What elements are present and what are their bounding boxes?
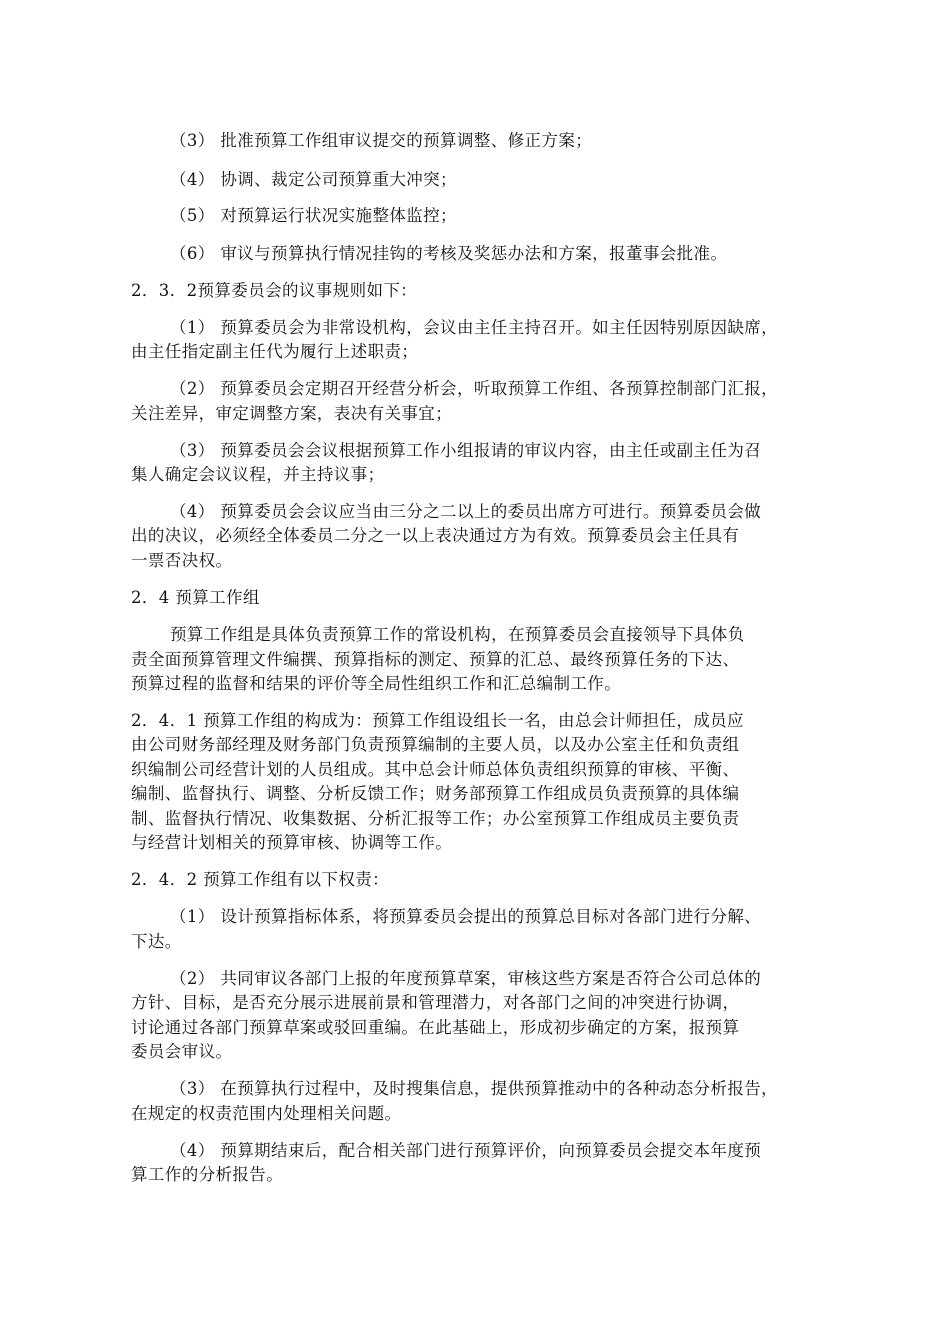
text-line: （4） 预算委员会会议应当由三分之二以上的委员出席方可进行。预算委员会做 bbox=[170, 502, 762, 521]
text-line: （6） 审议与预算执行情况挂钩的考核及奖惩办法和方案，报董事会批准。 bbox=[170, 244, 728, 263]
text-line: 预算过程的监督和结果的评价等全局性组织工作和汇总编制工作。 bbox=[131, 674, 622, 693]
text-line: 由公司财务部经理及财务部门负责预算编制的主要人员，以及办公室主任和负责组 bbox=[131, 735, 740, 754]
text-line: （4） 预算期结束后，配合相关部门进行预算评价，向预算委员会提交本年度预 bbox=[170, 1141, 762, 1160]
text-line: 织编制公司经营计划的人员组成。其中总会计师总体负责组织预算的审核、平衡、 bbox=[131, 760, 740, 779]
text-line: （3） 在预算执行过程中，及时搜集信息，提供预算推动中的各种动态分析报告， bbox=[170, 1079, 779, 1098]
text-line: （2） 预算委员会定期召开经营分析会，听取预算工作组、各预算控制部门汇报， bbox=[170, 379, 779, 398]
text-line: 与经营计划相关的预算审核、协调等工作。 bbox=[131, 833, 453, 852]
text-line: 关注差异，审定调整方案，表决有关事宜； bbox=[131, 404, 453, 423]
text-line: 出的决议，必须经全体委员二分之一以上表决通过方为有效。预算委员会主任具有 bbox=[131, 526, 740, 545]
text-line: 编制、监督执行、调整、分析反馈工作；财务部预算工作组成员负责预算的具体编 bbox=[131, 784, 740, 803]
text-line: 责全面预算管理文件编撰、预算指标的测定、预算的汇总、最终预算任务的下达、 bbox=[131, 650, 740, 669]
section-heading: 2．3．2预算委员会的议事规则如下： bbox=[131, 281, 418, 300]
text-line: （1） 设计预算指标体系，将预算委员会提出的预算总目标对各部门进行分解、 bbox=[170, 907, 762, 926]
text-line: 方针、目标，是否充分展示进展前景和管理潜力，对各部门之间的冲突进行协调， bbox=[131, 993, 740, 1012]
text-line: （4） 协调、裁定公司预算重大冲突； bbox=[170, 170, 457, 189]
text-line: 集人确定会议议程，并主持议事； bbox=[131, 465, 385, 484]
text-line: （3） 批准预算工作组审议提交的预算调整、修正方案； bbox=[170, 131, 593, 150]
section-heading: 2．4 预算工作组 bbox=[131, 588, 260, 607]
section-heading: 2．4．2 预算工作组有以下权责： bbox=[131, 870, 390, 889]
text-line: （3） 预算委员会会议根据预算工作小组报请的审议内容，由主任或副主任为召 bbox=[170, 441, 762, 460]
text-line: 委员会审议。 bbox=[131, 1042, 233, 1061]
text-line: 下达。 bbox=[131, 932, 182, 951]
text-line: 在规定的权责范围内处理相关问题。 bbox=[131, 1104, 402, 1123]
text-line: 一票否决权。 bbox=[131, 551, 233, 570]
section-heading: 2．4．1 预算工作组的构成为：预算工作组设组长一名，由总会计师担任，成员应 bbox=[131, 711, 744, 730]
text-line: 讨论通过各部门预算草案或驳回重编。在此基础上，形成初步确定的方案，报预算 bbox=[131, 1018, 740, 1037]
text-line: 预算工作组是具体负责预算工作的常设机构，在预算委员会直接领导下具体负 bbox=[170, 625, 745, 644]
text-line: （5） 对预算运行状况实施整体监控； bbox=[170, 206, 457, 225]
text-line: 制、监督执行情况、收集数据、分析汇报等工作；办公室预算工作组成员主要负责 bbox=[131, 809, 740, 828]
text-line: 由主任指定副主任代为履行上述职责； bbox=[131, 342, 419, 361]
text-line: （1） 预算委员会为非常设机构，会议由主任主持召开。如主任因特别原因缺席， bbox=[170, 318, 779, 337]
text-line: 算工作的分析报告。 bbox=[131, 1165, 284, 1184]
text-line: （2） 共同审议各部门上报的年度预算草案，审核这些方案是否符合公司总体的 bbox=[170, 969, 762, 988]
